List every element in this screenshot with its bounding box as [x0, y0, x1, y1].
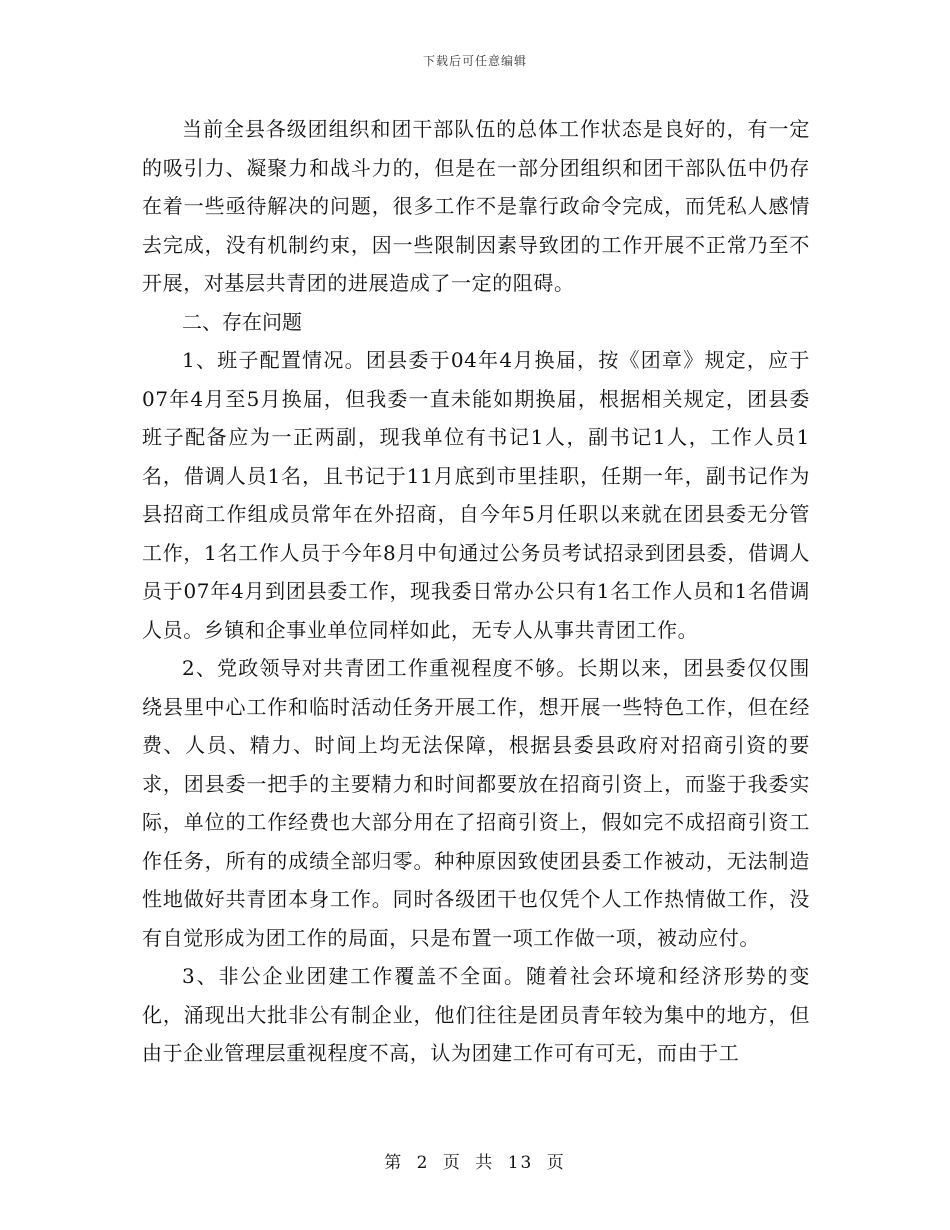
paragraph-team-configuration: 1、班子配置情况。团县委于04年4月换届，按《团章》规定，应于07年4月至5月换届，但我委一直未能如期换届，根据相关规定，团县委班子配备应为一正两副，现我单位有书记1人，副书记1人，工作人员1名，借调人员1名，且书记于11月底到市里挂职，任期一年，副书记作为县招商工作组成员常年在外招商，自今年5月任职以来就在团县委无分管工作，1名工作人员于今年8月中旬通过公务员考试招录到团县委，借调人员于07年4月到团县委工作，现我委日常办公只有1名工作人员和1名借调人员。乡镇和企事业单位同样如此，无专人从事共青团工作。 — [142, 348, 810, 642]
section-heading-problems: 二、存在问题 — [182, 309, 302, 334]
paragraph-nonpublic-enterprise: 3、非公企业团建工作覆盖不全面。随着社会环境和经济形势的变化，涌现出大批非公有制企业，他们往往是团员青年较为集中的地方，但由于企业管理层重视程度不高，认为团建工作可有可无，而由于工 — [142, 964, 810, 1065]
paragraph-leadership-attention: 2、党政领导对共青团工作重视程度不够。长期以来，团县委仅仅围绕县里中心工作和临时活动任务开展工作，想开展一些特色工作，但在经费、人员、精力、时间上均无法保障，根据县委县政府对招商引资的要求，团县委一把手的主要精力和时间都要放在招商引资上，而鉴于我委实际，单位的工作经费也大部分用在了招商引资上，假如完不成招商引资工作任务，所有的成绩全部归零。种种原因致使团县委工作被动，无法制造性地做好共青团本身工作。同时各级团干也仅凭个人工作热情做工作，没有自觉形成为团工作的局面，只是布置一项工作做一项，被动应付。 — [142, 656, 810, 950]
paragraph-intro: 当前全县各级团组织和团干部队伍的总体工作状态是良好的，有一定的吸引力、凝聚力和战斗力的，但是在一部分团组织和团干部队伍中仍存在着一些亟待解决的问题，很多工作不是靠行政命令完成，而凭私人感情去完成，没有机制约束，因一些限制因素导致团的工作开展不正常乃至不开展，对基层共青团的进展造成了一定的阻碍。 — [142, 117, 810, 295]
document-body — [142, 110, 810, 1073]
page-header: 下载后可任意编辑 — [422, 54, 527, 68]
page-number-footer: 第 2 页 共 13 页 — [384, 1153, 566, 1173]
